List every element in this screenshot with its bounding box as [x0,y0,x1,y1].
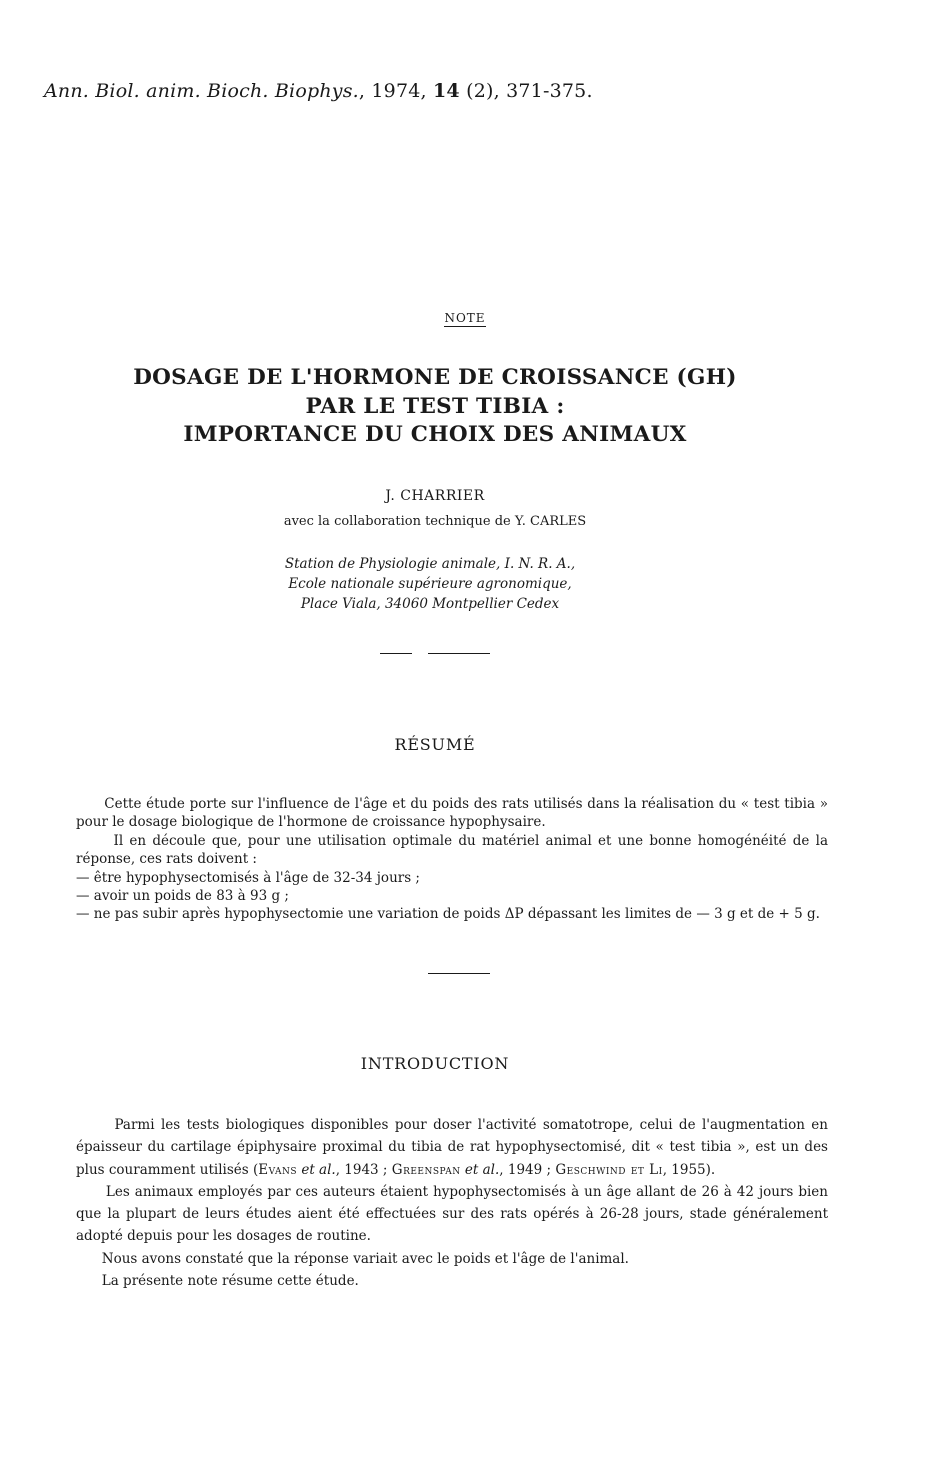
article-title [0,364,870,450]
resume-body [76,795,828,924]
separator-rule [428,973,490,974]
collaboration-line: avec la collaboration technique de Y. CARLES [283,514,587,529]
title-line: IMPORTANCE DU CHOIX DES ANIMAUX [183,422,687,447]
author-name: J. CHARRIER [385,488,485,504]
introduction-body [76,1114,828,1292]
journal-citation [44,80,593,102]
resume-paragraph: Cette étude porte sur l'influence de l'âge et du poids des rats utilisés dans la réalisation du « test tibia » pour le dosage biologique de l'hormone de croissance hypophysaire. [76,796,828,831]
resume-list-item: — avoir un poids de 83 à 93 g ; [76,888,289,905]
intro-paragraph: Les animaux employés par ces auteurs étaient hypophysectomisés à un âge allant de 26 à 42 jours bien que la plupart de leurs études aient été effectuées sur des rats opérés à 26-28 jours, stade généralement adopté depuis pour les dosages de routine. [76,1183,828,1245]
resume-list-item: — être hypophysectomisés à l'âge de 32-34 jours ; [76,869,420,886]
separator-rule [380,653,412,654]
resume-paragraph: Il en découle que, pour une utilisation optimale du matériel animal et une bonne homogénéité de la réponse, ces rats doivent : [76,832,829,868]
journal-year: , 1974, [358,80,434,102]
title-line: PAR LE TEST TIBIA : [305,393,565,419]
affiliation-line: Place Viala, 34060 Montpellier Cedex [300,596,560,612]
journal-issue-pages: (2), 371-375. [459,80,593,102]
affiliation [0,554,860,614]
intro-paragraph: La présente note résume cette étude. [101,1273,359,1290]
journal-volume: 14 [433,80,460,102]
title-line: DOSAGE DE L'HORMONE DE CROISSANCE (GH) [133,365,737,390]
journal-name: Ann. Biol. anim. Bioch. Biophys. [44,80,359,102]
introduction-heading: INTRODUCTION [360,1054,510,1073]
article-type-label: NOTE [444,311,486,325]
separator-rule [428,653,490,654]
affiliation-line: Station de Physiologie animale, I. N. R. A., [284,556,576,572]
resume-heading: RÉSUMÉ [394,735,476,754]
intro-paragraph: Parmi les tests biologiques disponibles pour doser l'activité somatotrope, celui de l'augmentation en épaisseur du cartilage épiphysaire proximal du tibia de rat hypophysectomisé, dit « test tibia », est un des plus couramment utilisés (Evans et al., 1943 ; Greenspan et al., 1949 ; Geschwind et Li, 1955). [76,1117,828,1178]
resume-list-item: — ne pas subir après hypophysectomie une variation de poids ΔP dépassant les limites de — 3 g et de + 5 g. [76,906,820,923]
intro-paragraph: Nous avons constaté que la réponse variait avec le poids et l'âge de l'animal. [101,1250,629,1267]
affiliation-line: Ecole nationale supérieure agronomique, [288,576,572,592]
